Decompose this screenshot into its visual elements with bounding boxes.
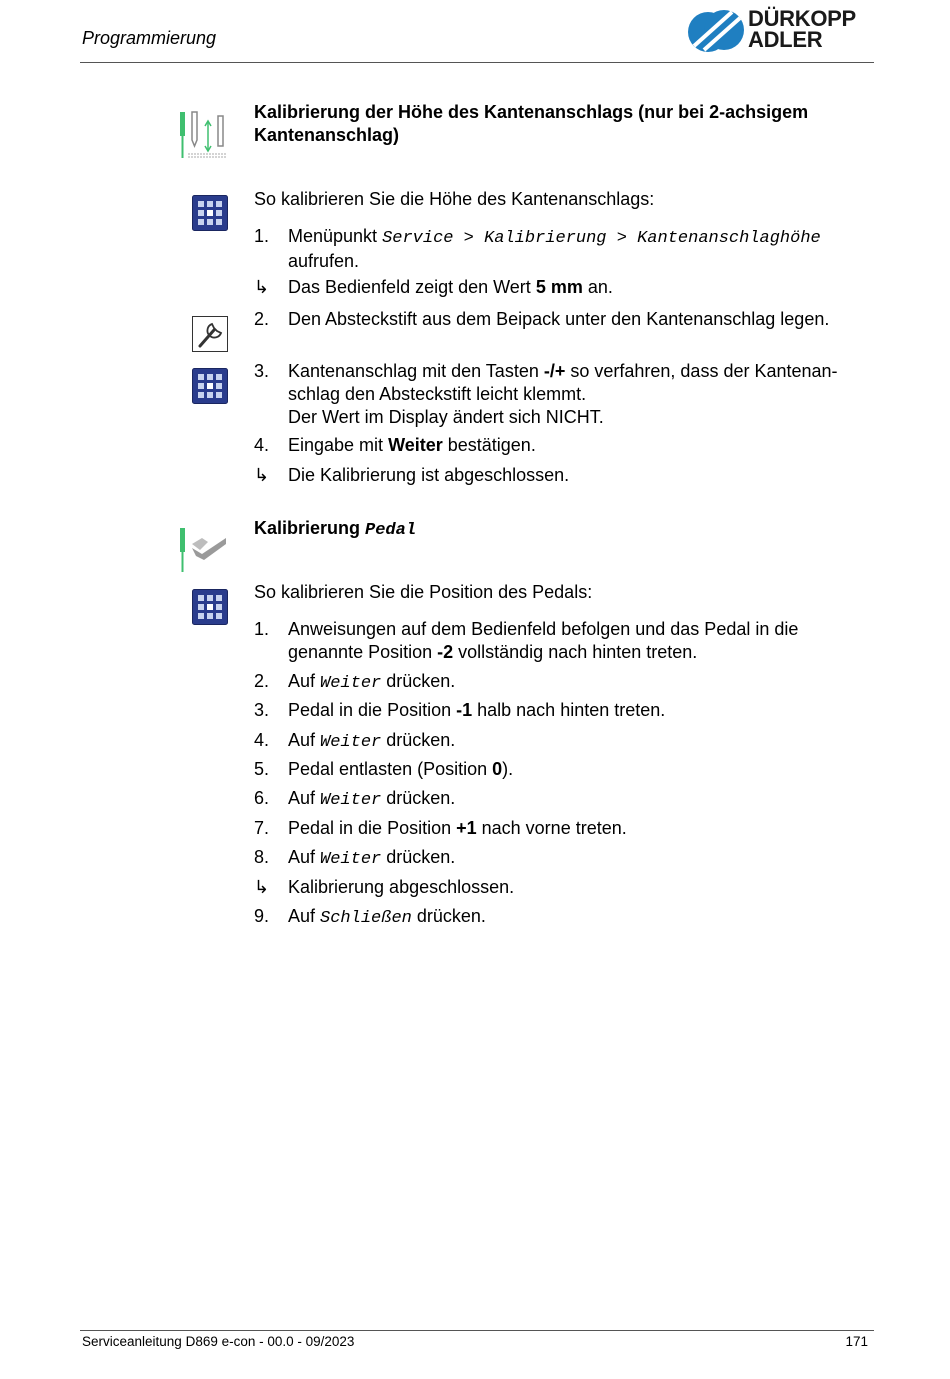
list-item: 1. Menüpunkt Service > Kalibrierung > Kantenanschlaghöhe aufrufen.	[254, 226, 821, 271]
result-arrow-icon: ↳	[254, 277, 270, 297]
section1-heading: Kalibrierung der Höhe des Kantenanschlags (nur bei 2-achsigem Kantenanschlag)	[254, 102, 809, 145]
footer-divider	[80, 1330, 874, 1331]
logo-line2: ADLER	[748, 27, 823, 52]
list-item: 4. Auf Weiter drücken.	[254, 730, 456, 752]
header-divider	[80, 62, 874, 63]
control-panel-icon	[192, 195, 228, 231]
control-panel-icon	[192, 589, 228, 625]
footer-document-info: Serviceanleitung D869 e-con - 00.0 - 09/2023	[82, 1334, 355, 1349]
logo-line1: DÜRKOPP	[748, 6, 856, 31]
result-item: ↳ Die Kalibrierung ist abgeschlossen.	[254, 465, 570, 485]
pedal-calibration-icon	[178, 526, 230, 576]
result-arrow-icon: ↳	[254, 877, 270, 897]
logo-text	[748, 8, 856, 50]
result-arrow-icon: ↳	[254, 465, 270, 485]
section1-intro: So kalibrieren Sie die Höhe des Kantenanschlags:	[254, 189, 655, 209]
list-item: 2. Den Absteckstift aus dem Beipack unter den Kantenanschlag legen.	[254, 309, 830, 329]
menu-path: Service > Kalibrierung > Kantenanschlaghöhe	[382, 229, 821, 248]
list-item: 5. Pedal entlasten (Position 0).	[254, 759, 514, 779]
page-number: 171	[845, 1334, 868, 1349]
list-item: 2. Auf Weiter drücken.	[254, 671, 456, 693]
logo-mark-icon	[686, 6, 746, 54]
section2-intro: So kalibrieren Sie die Position des Pedals:	[254, 582, 593, 602]
wrench-icon	[192, 316, 228, 352]
list-item: 7. Pedal in die Position +1 nach vorne treten.	[254, 818, 627, 838]
section2-heading: Kalibrierung Pedal	[254, 518, 417, 540]
brand-logo	[686, 6, 876, 54]
list-item: 1. Anweisungen auf dem Bedienfeld befolgen und das Pedal in die genannte Position -2 vollständig nach hinten treten.	[254, 619, 799, 662]
list-item: 4. Eingabe mit Weiter bestätigen.	[254, 435, 536, 455]
header-section-title: Programmierung	[82, 28, 217, 48]
list-item: 3. Kantenanschlag mit den Tasten -/+ so verfahren, dass der Kantenan- schlag den Absteckstift leicht klemmt. Der Wert im Display ändert sich NICHT.	[254, 361, 838, 427]
list-item: 8. Auf Weiter drücken.	[254, 847, 456, 869]
list-item: 6. Auf Weiter drücken.	[254, 788, 456, 810]
list-item: 9. Auf Schließen drücken.	[254, 906, 486, 928]
control-panel-icon	[192, 368, 228, 404]
result-item: ↳ Das Bedienfeld zeigt den Wert 5 mm an.	[254, 277, 613, 297]
list-item: 3. Pedal in die Position -1 halb nach hinten treten.	[254, 700, 666, 720]
result-item: ↳ Kalibrierung abgeschlossen.	[254, 877, 515, 897]
edge-stop-height-icon	[178, 110, 228, 162]
